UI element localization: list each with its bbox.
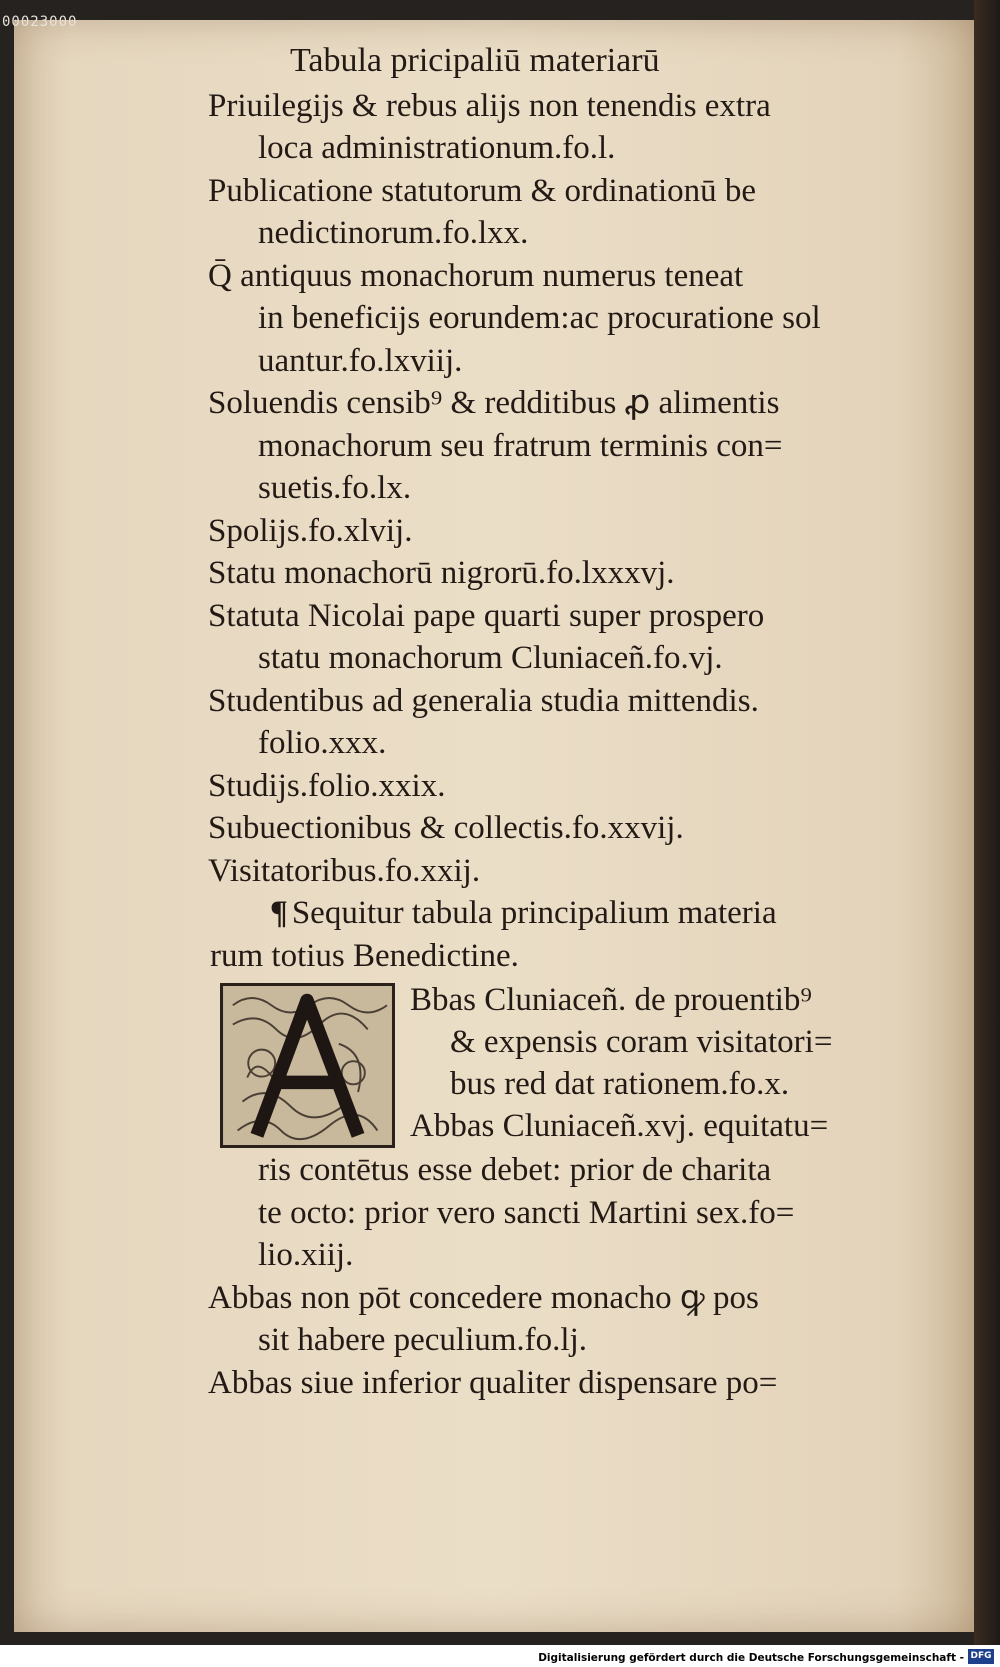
book-spine [974, 0, 1000, 1645]
tail-entry-list [210, 1277, 950, 1405]
footer-credit: Digitalisierung gefördert durch die Deutsche Forschungsgemeinschaft - [538, 1652, 964, 1664]
index-entry [210, 850, 950, 893]
index-entry [210, 552, 950, 595]
index-entry-line: folio.xxx. [258, 725, 387, 761]
index-entry-line: uantur.fo.lxviij. [258, 342, 463, 379]
index-entry [210, 382, 950, 510]
index-entry-line: Studijs.folio.xxix. [208, 767, 446, 804]
index-entry [210, 510, 950, 553]
index-entry-line: Studentibus ad generalia studia mittendis. [208, 682, 759, 719]
section-intro-line-2: rum totius Benedictine. [210, 937, 519, 974]
index-entry-line: in beneficijs eorundem:ac procuratione sol [258, 300, 821, 336]
tail-entry-line: sit habere peculium.fo.lj. [258, 1322, 587, 1358]
index-entry [210, 170, 950, 255]
initial-entry-line-5: ris contētus esse debet: prior de charita [258, 1152, 772, 1188]
initial-entry-line-2: & expensis coram visitatori= [450, 1024, 833, 1060]
dfg-logo: DFG [968, 1649, 994, 1664]
index-entry [210, 85, 950, 170]
index-entry [210, 255, 950, 383]
index-entry-line: monachorum seu fratrum terminis con= [258, 427, 783, 464]
page-heading: Tabula pricipaliū materiarū [290, 42, 660, 79]
tail-entry-line: Abbas non pōt concedere monacho ꝙ pos [208, 1279, 759, 1316]
index-entry [210, 680, 950, 765]
index-entry-line: Soluendis censib⁹ & redditibus ꝓ alimentis [208, 385, 780, 421]
section-intro [210, 892, 950, 977]
tail-entry [210, 1362, 950, 1405]
index-entry [210, 807, 950, 850]
scan-id: 00023000 [2, 14, 78, 30]
index-entry-line: Q̄ antiquus monachorum numerus teneat [208, 257, 744, 294]
tail-entry [210, 1277, 950, 1362]
tail-entry-line: Abbas siue inferior qualiter dispensare po= [208, 1364, 778, 1401]
index-entry-line: Spolijs.fo.xlvij. [208, 512, 413, 549]
index-text [210, 40, 950, 1404]
section-intro-line-1: ¶ Sequitur tabula principalium materia [270, 895, 777, 931]
index-entry-line: Priuilegijs & rebus alijs non tenendis extra [208, 87, 771, 124]
initial-entry [210, 979, 950, 1149]
index-entry-line: nedictinorum.fo.lxx. [258, 215, 529, 251]
index-entry-line: Statuta Nicolai pape quarti super prospero [208, 597, 765, 634]
index-entry-line: Publicatione statutorum & ordinationū be [208, 172, 757, 209]
pilcrow-icon: ¶ [270, 895, 288, 931]
index-entry-line: statu monachorum Cluniaceñ.fo.vj. [258, 640, 723, 676]
index-entry-line: loca administrationum.fo.l. [258, 130, 616, 166]
initial-entry-line-4: Abbas Cluniaceñ.xvj. equitatu= [410, 1108, 829, 1144]
index-entry [210, 595, 950, 680]
initial-entry-line-6: te octo: prior vero sancti Martini sex.fo= [258, 1194, 795, 1231]
decorated-initial-a [220, 983, 395, 1148]
index-entry [210, 765, 950, 808]
index-entry-line: Statu monachorū nigrorū.fo.lxxxvj. [208, 555, 675, 591]
initial-entry-line-3: bus red dat rationem.fo.x. [450, 1066, 790, 1102]
footer-bar [0, 1645, 1000, 1667]
initial-entry-line-1: Bbas Cluniaceñ. de prouentib⁹ [410, 982, 812, 1018]
decorated-initial-icon [223, 986, 392, 1145]
initial-entry-line-7: lio.xiij. [258, 1237, 354, 1273]
entry-list [210, 85, 950, 893]
index-entry-line: Visitatoribus.fo.xxij. [208, 852, 481, 889]
index-entry-line: suetis.fo.lx. [258, 470, 412, 506]
index-entry-line: Subuectionibus & collectis.fo.xxvij. [208, 810, 684, 846]
